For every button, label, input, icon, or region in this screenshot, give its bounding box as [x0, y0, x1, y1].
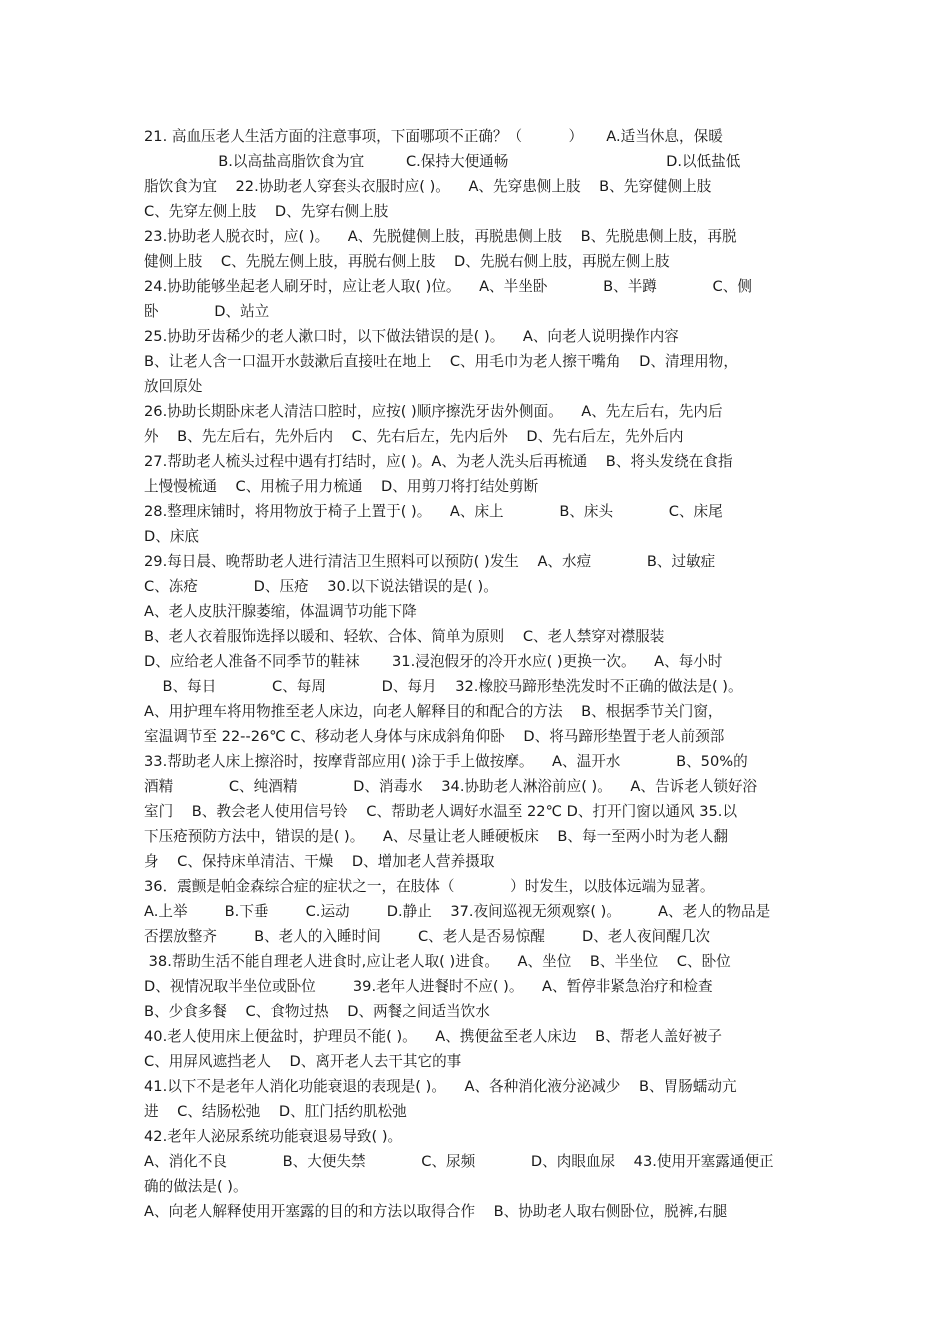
text-line: B、老人衣着服饰选择以暖和、轻软、合体、简单为原则 C、老人禁穿对襟服装: [144, 628, 665, 645]
text-line: 23.协助老人脱衣时，应( )。 A、先脱健侧上肢，再脱患侧上肢 B、先脱患侧上肢，再脱: [144, 228, 737, 245]
text-line: C、用屏风遮挡老人 D、离开老人去干其它的事: [144, 1053, 462, 1070]
text-line: C、冻疮 D、压疮 30.以下说法错误的是( )。: [144, 578, 498, 595]
text-line: 健侧上肢 C、先脱左侧上肢，再脱右侧上肢 D、先脱右侧上肢，再脱左侧上肢: [144, 253, 670, 270]
text-line: 38.帮助生活不能自理老人进食时,应让老人取( )进食。 A、坐位 B、半坐位 C、卧位: [144, 953, 731, 970]
text-line: 进 C、结肠松弛 D、肛门括约肌松弛: [144, 1103, 407, 1120]
text-line: A、消化不良 B、大便失禁 C、尿频 D、肉眼血尿 43.使用开塞露通便正: [144, 1153, 774, 1170]
text-line: 27.帮助老人梳头过程中遇有打结时，应( )。A、为老人洗头后再梳通 B、将头发绕在食指: [144, 453, 733, 470]
text-line: D、床底: [144, 528, 200, 545]
text-line: 26.协助长期卧床老人清洁口腔时，应按( )顺序擦洗牙齿外侧面。 A、先左后右，先内后: [144, 403, 723, 420]
text-line: A、向老人解释使用开塞露的目的和方法以取得合作 B、协助老人取右侧卧位，脱裤,右腿: [144, 1203, 728, 1220]
text-line: 36．震颤是帕金森综合症的症状之一，在肢体（ ）时发生，以肢体远端为显著。: [144, 878, 715, 895]
text-line: 放回原处: [144, 378, 203, 395]
text-line: 41.以下不是老年人消化功能衰退的表现是( )。 A、各种消化液分泌减少 B、胃肠蠕动亢: [144, 1078, 737, 1095]
text-line: 42.老年人泌尿系统功能衰退易导致( )。: [144, 1128, 403, 1145]
text-line: 室门 B、教会老人使用信号铃 C、帮助老人调好水温至 22℃ D、打开门窗以通风 35.以: [144, 803, 738, 820]
text-line: 33.帮助老人床上擦浴时，按摩背部应用( )涂于手上做按摩。 A、温开水 B、50%的: [144, 753, 748, 770]
text-line: 脂饮食为宜 22.协助老人穿套头衣服时应( )。 A、先穿患侧上肢 B、先穿健侧上肢: [144, 178, 712, 195]
text-line: 身 C、保持床单清洁、干燥 D、增加老人营养摄取: [144, 853, 495, 870]
text-line: C、先穿左侧上肢 D、先穿右侧上肢: [144, 203, 389, 220]
text-line: A、用护理车将用物推至老人床边，向老人解释目的和配合的方法 B、根据季节关门窗，: [144, 703, 723, 720]
text-line: D、视情况取半坐位或卧位 39.老年人进餐时不应( )。 A、暂停非紧急治疗和检查: [144, 978, 713, 995]
text-line: B.以高盐高脂饮食为宜 C.保持大便通畅 D.以低盐低: [144, 153, 741, 170]
text-line: D、应给老人准备不同季节的鞋袜 31.浸泡假牙的冷开水应( )更换一次。 A、每小时: [144, 653, 723, 670]
text-line: 室温调节至 22--26℃ C、移动老人身体与床成斜角仰卧 D、将马蹄形垫置于老人前颈部: [144, 728, 725, 745]
text-line: B、少食多餐 C、食物过热 D、两餐之间适当饮水: [144, 1003, 490, 1020]
text-line: 29.每日晨、晚帮助老人进行清洁卫生照料可以预防( )发生 A、水痘 B、过敏症: [144, 553, 716, 570]
text-line: 25.协助牙齿稀少的老人漱口时，以下做法错误的是( )。 A、向老人说明操作内容: [144, 328, 679, 345]
text-line: 21. 高血压老人生活方面的注意事项，下面哪项不正确？（ ） A.适当休息，保暖: [144, 128, 723, 145]
text-line: 下压疮预防方法中，错误的是( )。 A、尽量让老人睡硬板床 B、每一至两小时为老人翻: [144, 828, 728, 845]
text-line: 确的做法是( )。: [144, 1178, 248, 1195]
text-line: B、每日 C、每周 D、每月 32.橡胶马蹄形垫洗发时不正确的做法是( )。: [144, 678, 743, 695]
text-line: 否摆放整齐 B、老人的入睡时间 C、老人是否易惊醒 D、老人夜间醒几次: [144, 928, 710, 945]
text-line: 卧 D、站立: [144, 303, 270, 320]
text-line: 上慢慢梳通 C、用梳子用力梳通 D、用剪刀将打结处剪断: [144, 478, 539, 495]
text-line: 40.老人使用床上便盆时，护理员不能( )。 A、携便盆至老人床边 B、帮老人盖好被子: [144, 1028, 722, 1045]
text-line: A.上举 B.下垂 C.运动 D.静止 37.夜间巡视无须观察( )。 A、老人的物品是: [144, 903, 771, 920]
text-line: 外 B、先左后右，先外后内 C、先右后左，先内后外 D、先右后左，先外后内: [144, 428, 684, 445]
document-body: [144, 124, 810, 1224]
text-line: 酒精 C、纯酒精 D、消毒水 34.协助老人淋浴前应( )。 A、告诉老人锁好浴: [144, 778, 758, 795]
text-line: 28.整理床铺时，将用物放于椅子上置于( )。 A、床上 B、床头 C、床尾: [144, 503, 723, 520]
text-line: 24.协助能够坐起老人刷牙时，应让老人取( )位。 A、半坐卧 B、半蹲 C、侧: [144, 278, 752, 295]
text-line: B、让老人含一口温开水鼓漱后直接吐在地上 C、用毛巾为老人擦干嘴角 D、清理用物，: [144, 353, 738, 370]
text-line: A、老人皮肤汗腺萎缩，体温调节功能下降: [144, 603, 417, 620]
